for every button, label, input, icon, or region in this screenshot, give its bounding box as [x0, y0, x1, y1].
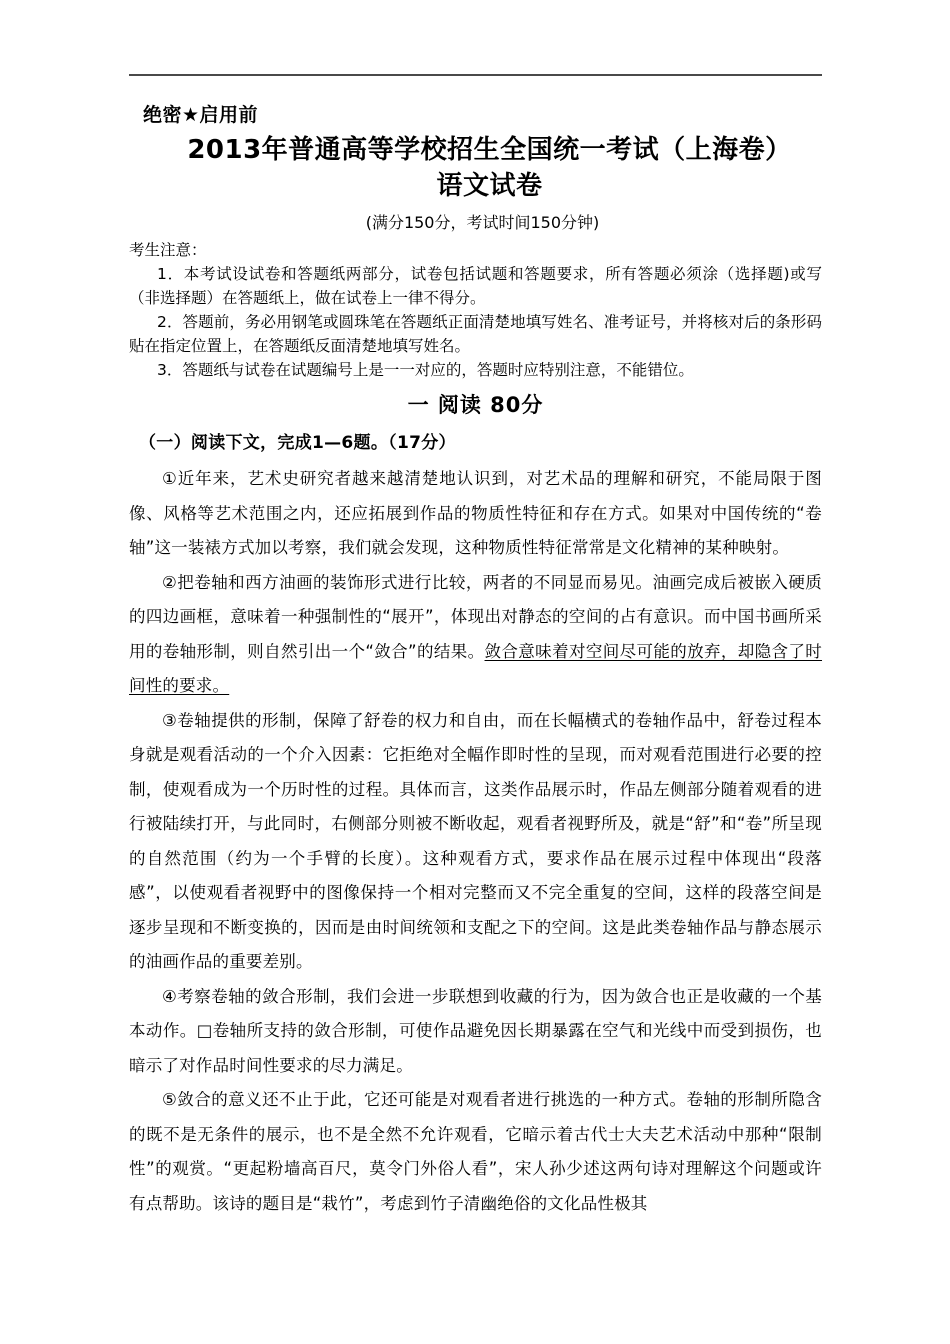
paragraph-underlined-text: 敛合意味着对空间尽可能的放弃，却隐含了时间性的要求。 [129, 641, 823, 695]
section-heading-reading: 一 阅读 80分 [407, 393, 544, 417]
paragraph-text: ①近年来，艺术史研究者越来越清楚地认识到，对艺术品的理解和研究，不能局限于图像、风格等艺术范围之内，还应拓展到作品的物质性特征和存在方式。如果对中国传统的“卷轴”这一装裱方式加以考察，我们就会发现，这种物质性特征常常是文化精神的某种映射。 [129, 469, 822, 557]
secret-notice: 绝密★启用前 [143, 104, 259, 126]
paragraph-text: ④考察卷轴的敛合形制，我们会进一步联想到收藏的行为，因为敛合也正是收藏的一个基本动作。□卷轴所支持的敛合形制，可使作品避免因长期暴露在空气和光线中而受到损伤，也暗示了对作品时间性要求的尽力满足。 [129, 986, 822, 1075]
candidate-notice-item: 3．答题纸与试卷在试题编号上是一一对应的，答题时应特别注意，不能错位。 [157, 361, 694, 379]
passage-paragraph [129, 1083, 822, 1221]
page-title: 2013年普通高等学校招生全国统一考试（上海卷） [187, 135, 792, 165]
passage-paragraph [129, 980, 822, 1084]
header-divider-rule [129, 74, 822, 76]
paragraph-text: ②把卷轴和西方油画的装饰形式进行比较，两者的不同显而易见。油画完成后被嵌入硬质的四边画框，意味着一种强制性的“展开”，体现出对静态的空间的占有意识。而中国书画所采用的卷轴形制，则自然引出一个“敛合”的结果。 [129, 572, 822, 661]
passage-paragraph [129, 462, 822, 566]
paragraph-text: ⑤敛合的意义还不止于此，它还可能是对观看者进行挑选的一种方式。卷轴的形制所隐含的既不是无条件的展示，也不是全然不允许观看，它暗示着古代士大夫艺术活动中那种“限制性”的观赏。“更起粉墙高百尺，莫令门外俗人看”，宋人孙少述这两句诗对理解这个问题或许有点帮助。该诗的题目是“栽竹”，考虑到竹子清幽绝俗的文化品性极其 [129, 1090, 822, 1213]
score-and-duration: (满分150分，考试时间150分钟) [365, 213, 600, 232]
subsection-heading-passage-one: （一）阅读下文，完成1—6题。（17分） [139, 433, 456, 453]
candidate-notice-item: 2．答题前，务必用钢笔或圆珠笔在答题纸正面清楚地填写姓名、准考证号，并将核对后的条形码贴在指定位置上，在答题纸反面清楚地填写姓名。 [129, 313, 822, 355]
passage-paragraph [129, 704, 822, 980]
document-content [129, 100, 822, 1221]
page-subtitle: 语文试卷 [436, 171, 543, 201]
passage-paragraph [129, 566, 822, 704]
paragraph-text: ③卷轴提供的形制，保障了舒卷的权力和自由，而在长幅横式的卷轴作品中，舒卷过程本身就是观看活动的一个介入因素：它拒绝对全幅作即时性的呈现，而对观看范围进行必要的控制，使观看成为一个历时性的过程。具体而言，这类作品展示时，作品左侧部分随着观看的进行被陆续打开，与此同时，右侧部分则被不断收起，观看者视野所及，就是“舒”和“卷”所呈现的自然范围（约为一个手臂的长度）。这种观看方式，要求作品在展示过程中体现出“段落感”，以使观看者视野中的图像保持一个相对完整而又不完全重复的空间，这样的段落空间是逐步呈现和不断变换的，因而是由时间统领和支配之下的空间。这是此类卷轴作品与静态展示的油画作品的重要差别。 [129, 710, 822, 971]
candidate-notice-label: 考生注意： [129, 241, 207, 259]
candidate-notice-item: 1．本考试设试卷和答题纸两部分，试卷包括试题和答题要求，所有答题必须涂（选择题)或写（非选择题）在答题纸上，做在试卷上一律不得分。 [129, 265, 822, 307]
